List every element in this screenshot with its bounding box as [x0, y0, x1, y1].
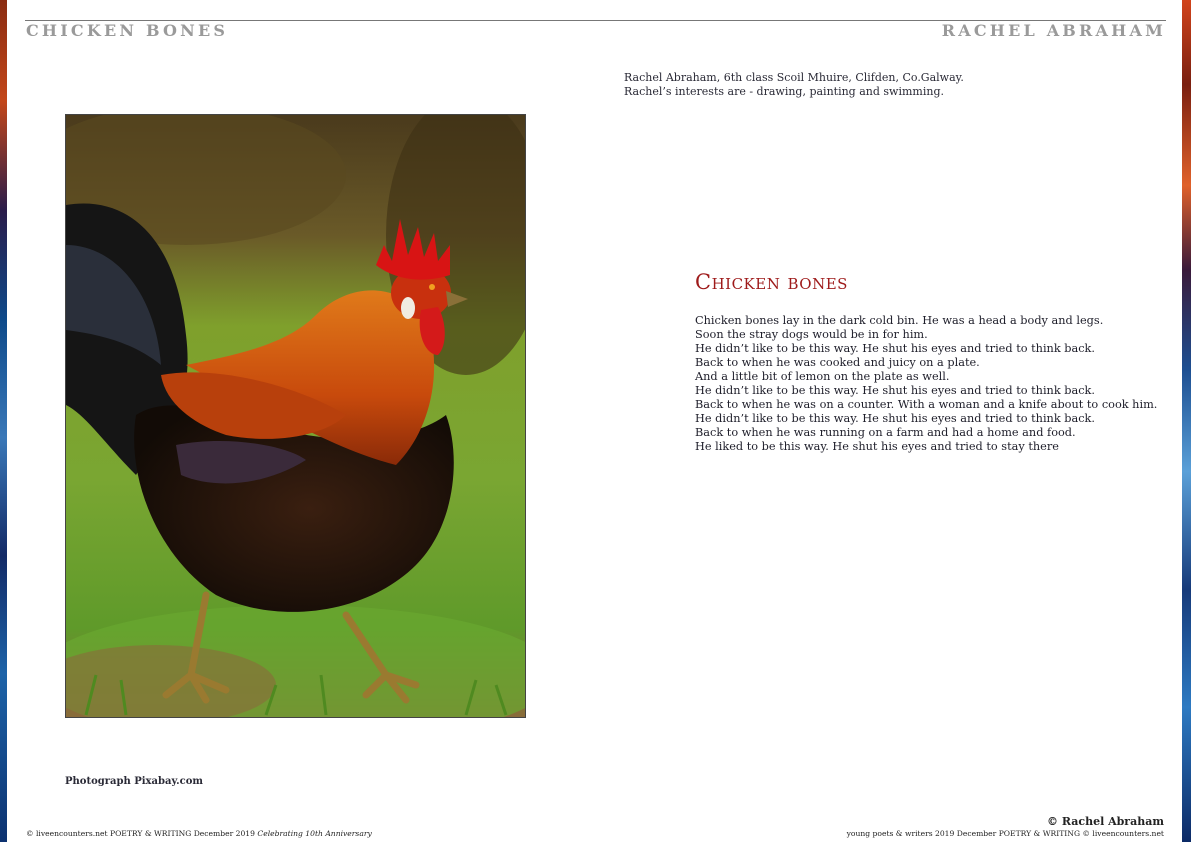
- poem-line: Back to when he was cooked and juicy on a plate.: [695, 356, 980, 369]
- footer-left-text: © liveencounters.net POETRY & WRITING December 2019: [26, 829, 255, 838]
- running-head-title: CHICKEN BONES: [26, 21, 229, 40]
- page-edge-right: [1182, 0, 1191, 842]
- rooster-illustration: [66, 115, 526, 718]
- poem-line: He didn’t like to be this way. He shut his eyes and tried to think back.: [695, 342, 1095, 355]
- author-bio: [624, 71, 964, 98]
- page-edge-left: [0, 0, 7, 842]
- footer-left: [26, 829, 372, 838]
- poem-line: Back to when he was running on a farm and had a home and food.: [695, 426, 1076, 439]
- footer-anniversary-tagline: Celebrating 10th Anniversary: [257, 829, 372, 838]
- poem-title: Chicken bones: [695, 270, 848, 294]
- rooster-photo: [65, 114, 526, 718]
- photo-credit: Photograph Pixabay.com: [65, 776, 203, 787]
- poem-line: And a little bit of lemon on the plate as well.: [695, 370, 950, 383]
- author-bio-line: Rachel’s interests are - drawing, painting and swimming.: [624, 84, 944, 98]
- poem-body: [695, 314, 1157, 454]
- poem-line: He liked to be this way. He shut his eyes and tried to stay there: [695, 440, 1059, 453]
- running-head-author: RACHEL ABRAHAM: [941, 21, 1166, 40]
- poem-line: Soon the stray dogs would be in for him.: [695, 328, 928, 341]
- poem-line: He didn’t like to be this way. He shut his eyes and tried to think back.: [695, 384, 1095, 397]
- footer-right: young poets & writers 2019 December POETRY & WRITING © liveencounters.net: [846, 829, 1164, 838]
- magazine-page: [7, 0, 1182, 842]
- copyright-notice: © Rachel Abraham: [1047, 815, 1164, 828]
- poem-line: Back to when he was on a counter. With a woman and a knife about to cook him.: [695, 398, 1158, 411]
- poem-line: He didn’t like to be this way. He shut his eyes and tried to think back.: [695, 412, 1095, 425]
- poem-line: Chicken bones lay in the dark cold bin. He was a head a body and legs.: [695, 314, 1104, 327]
- author-bio-line: Rachel Abraham, 6th class Scoil Mhuire, Clifden, Co.Galway.: [624, 71, 964, 84]
